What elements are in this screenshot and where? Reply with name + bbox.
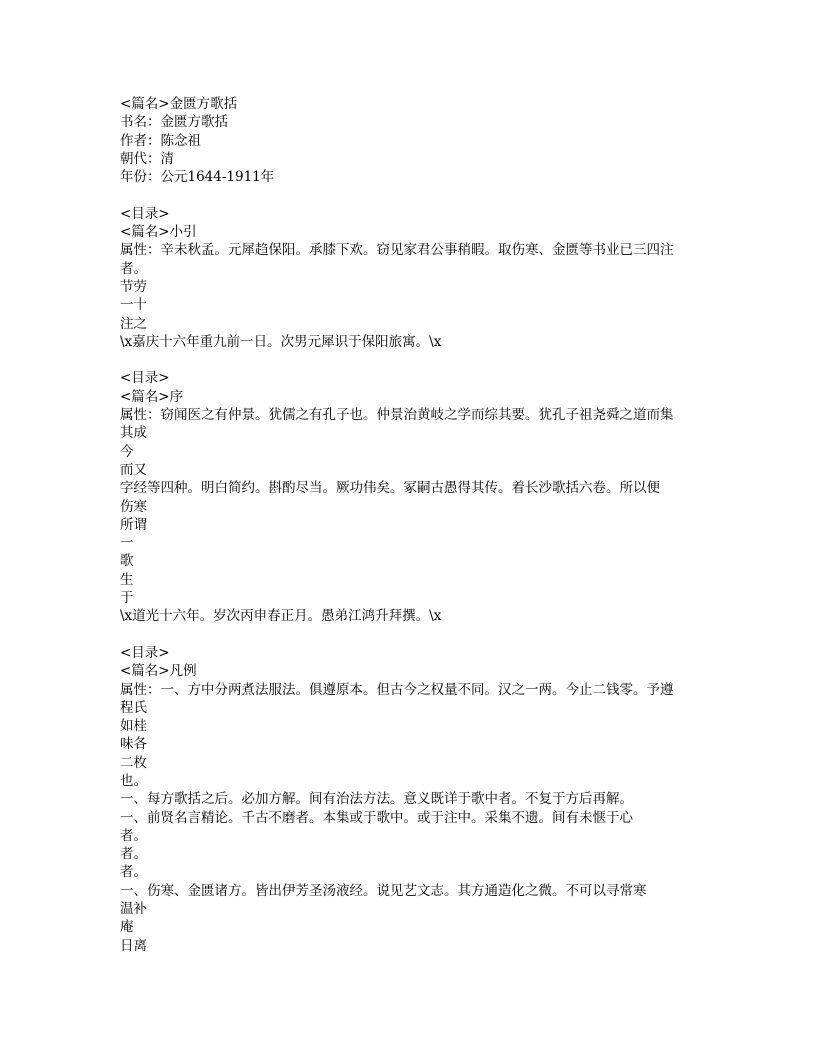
blank-line	[120, 351, 710, 369]
text-line: 生	[120, 571, 134, 588]
text-line: 二枚	[120, 754, 147, 771]
section-preface	[120, 369, 710, 625]
text-line: 一、伤寒、金匮诸方。皆出伊芳圣汤液经。说见艺文志。其方通造化之微。不可以寻常寒	[120, 882, 647, 899]
text-line: 也。	[120, 772, 147, 789]
text-line: 温补	[120, 901, 147, 918]
author: 作者：陈念祖	[120, 132, 201, 149]
text-line: 庵	[120, 919, 134, 936]
text-line: 节劳	[120, 278, 147, 295]
text-line: 其成	[120, 425, 147, 442]
text-line: 属性：窃闻医之有仲景。犹儒之有孔子也。仲景治黄岐之学而综其要。犹孔子祖尧舜之道而集	[120, 407, 674, 424]
section-toc: <目录>	[120, 205, 170, 222]
text-line: 日离	[120, 937, 147, 954]
text-line: 者。	[120, 260, 147, 277]
blank-line	[120, 626, 710, 644]
text-line: 一、前贤名言精论。千古不磨者。本集或于歌中。或于注中。采集不遗。间有未惬于心	[120, 809, 633, 826]
text-line: 属性：辛未秋孟。元犀趋保阳。承膝下欢。窃见家君公事稍暇。取伤寒、金匮等书业已三四注	[120, 242, 674, 259]
text-line: 歌	[120, 553, 134, 570]
text-line: 而又	[120, 461, 147, 478]
text-line: 者。	[120, 864, 147, 881]
text-line: 伤寒	[120, 498, 147, 515]
text-line: \x嘉庆十六年重九前一日。次男元犀识于保阳旅寓。\x	[120, 333, 442, 350]
blank-line	[120, 186, 710, 204]
section-fanli	[120, 644, 710, 955]
text-line: \x道光十六年。岁次丙申春正月。愚弟江鸿升拜撰。\x	[120, 608, 442, 625]
text-line: 者。	[120, 846, 147, 863]
text-line: 字经等四种。明白简约。斟酌尽当。厥功伟矣。冢嗣古愚得其传。着长沙歌括六卷。所以便	[120, 480, 660, 497]
dynasty: 朝代：清	[120, 150, 174, 167]
text-line: 一十	[120, 297, 147, 314]
document-page	[120, 95, 710, 955]
text-line: 于	[120, 590, 134, 607]
section-toc: <目录>	[120, 644, 170, 661]
text-line: 所谓	[120, 516, 147, 533]
title-tag: <篇名>金匮方歌括	[120, 96, 238, 112]
text-line: 注之	[120, 315, 147, 332]
text-line: 如桂	[120, 718, 147, 735]
section-title: <篇名>序	[120, 388, 184, 405]
book-name: 书名：金匮方歌括	[120, 114, 228, 131]
text-line: 程氏	[120, 699, 147, 716]
text-line: 味各	[120, 736, 147, 753]
section-title: <篇名>小引	[120, 224, 197, 241]
text-line: 属性：一、方中分两煮法服法。俱遵原本。但古今之权量不同。汉之一两。今止二钱零。予遵	[120, 681, 674, 698]
years: 年份：公元1644-1911年	[120, 169, 275, 186]
text-line: 一、每方歌括之后。必加方解。间有治法方法。意义既详于歌中者。不复于方后再解。	[120, 791, 633, 808]
text-line: 者。	[120, 827, 147, 844]
section-title: <篇名>凡例	[120, 663, 197, 680]
text-line: 今	[120, 443, 134, 460]
text-line: 一	[120, 535, 134, 552]
section-toc: <目录>	[120, 370, 170, 387]
section-xiaoyin	[120, 205, 710, 351]
